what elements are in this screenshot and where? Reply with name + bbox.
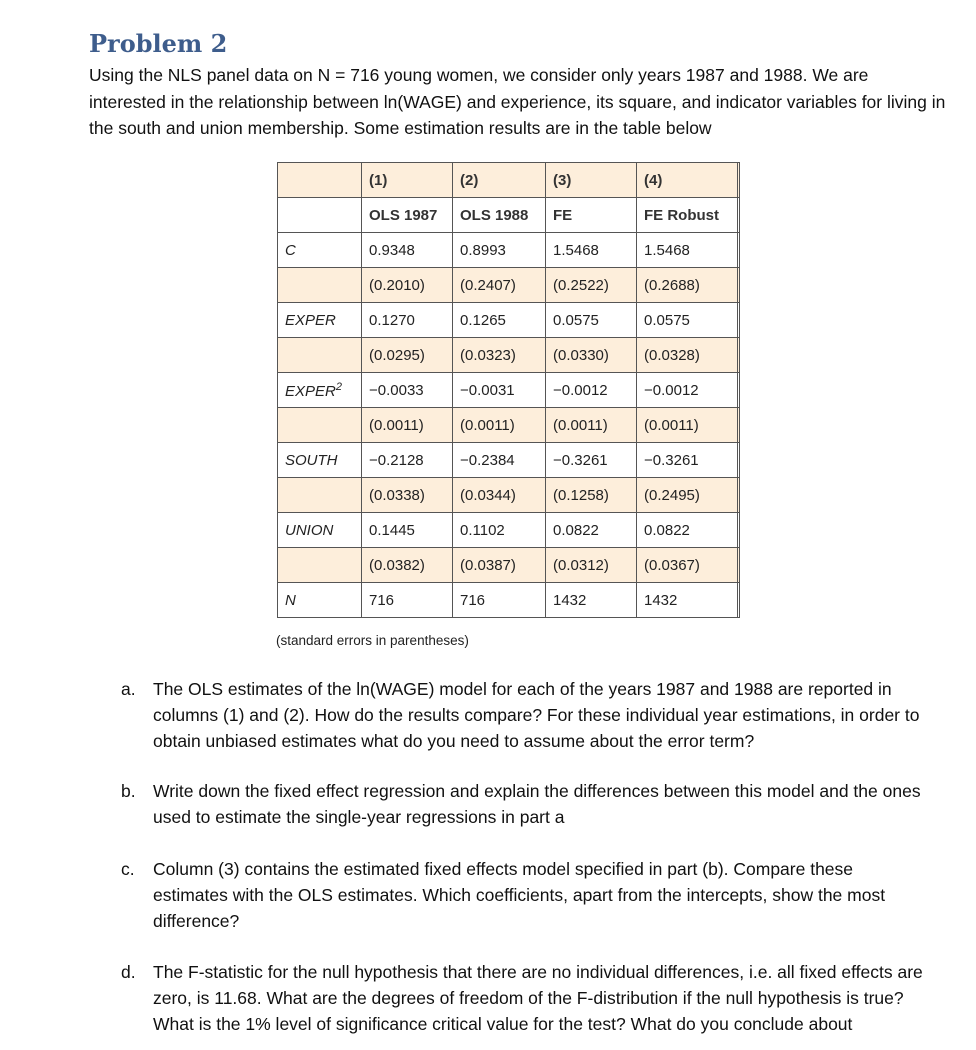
- se-cell: (0.0387): [453, 548, 546, 583]
- std-error-row: [278, 478, 740, 513]
- table-corner-cell: [278, 163, 362, 198]
- question-label: b.: [121, 781, 136, 801]
- coef-cell: 0.9348: [362, 233, 453, 268]
- coefficient-row: [278, 443, 740, 478]
- column-label: FE: [546, 198, 637, 233]
- se-cell: (0.2010): [362, 268, 453, 303]
- coef-cell: −0.3261: [637, 443, 738, 478]
- std-error-row: [278, 408, 740, 443]
- column-label: OLS 1987: [362, 198, 453, 233]
- se-cell: (0.2688): [637, 268, 738, 303]
- se-cell: (0.0323): [453, 338, 546, 373]
- se-cell: (0.0312): [546, 548, 637, 583]
- column-label: FE Robust: [637, 198, 738, 233]
- question-c: [121, 856, 931, 934]
- coef-cell: 0.0822: [546, 513, 637, 548]
- se-cell: (0.0382): [362, 548, 453, 583]
- se-cell: (0.0330): [546, 338, 637, 373]
- column-number: (3): [546, 163, 637, 198]
- column-number: (4): [637, 163, 738, 198]
- question-text: Write down the fixed effect regression and explain the differences between this model and the ones used to estimate the single-year regressions in part a: [153, 781, 921, 827]
- n-cell: 716: [453, 583, 546, 618]
- se-cell: (0.1258): [546, 478, 637, 513]
- coefficient-row: [278, 233, 740, 268]
- coefficient-row: [278, 513, 740, 548]
- question-b: [121, 778, 931, 830]
- se-cell: (0.0011): [453, 408, 546, 443]
- coef-cell: 1.5468: [546, 233, 637, 268]
- question-d: [121, 959, 931, 1037]
- superscript: 2: [335, 380, 342, 393]
- coef-cell: −0.0012: [546, 373, 637, 408]
- coefficient-row: [278, 303, 740, 338]
- coef-cell: 1.5468: [637, 233, 738, 268]
- se-cell: (0.2522): [546, 268, 637, 303]
- table-header-row: [278, 163, 740, 198]
- se-cell: (0.0344): [453, 478, 546, 513]
- problem-heading: Problem 2: [89, 29, 228, 58]
- se-cell: (0.0011): [546, 408, 637, 443]
- question-a: [121, 676, 931, 754]
- coefficient-row: [278, 373, 740, 408]
- column-label: OLS 1988: [453, 198, 546, 233]
- coef-cell: −0.2384: [453, 443, 546, 478]
- variable-label: C: [278, 233, 362, 268]
- variable-label: UNION: [278, 513, 362, 548]
- question-label: c.: [121, 859, 135, 879]
- question-text: Column (3) contains the estimated fixed effects model specified in part (b). Compare these estimates with the OLS estimates. Which coefficients, apart from the intercepts, show the most difference?: [153, 859, 886, 931]
- column-number: (1): [362, 163, 453, 198]
- coef-cell: 0.8993: [453, 233, 546, 268]
- coef-cell: −0.0012: [637, 373, 738, 408]
- coef-cell: −0.3261: [546, 443, 637, 478]
- coef-cell: 0.1270: [362, 303, 453, 338]
- intro-paragraph: Using the NLS panel data on N = 716 young women, we consider only years 1987 and 1988. We are interested in the relationship between ln(WAGE) and experience, its square, and indicator variables for living in the south and union membership. Some estimation results are in the table below: [89, 65, 946, 138]
- se-cell: (0.0328): [637, 338, 738, 373]
- n-cell: 1432: [546, 583, 637, 618]
- coef-cell: 0.0822: [637, 513, 738, 548]
- column-number: (2): [453, 163, 546, 198]
- coef-cell: 0.1445: [362, 513, 453, 548]
- variable-label-text: EXPER: [285, 382, 336, 400]
- coef-cell: 0.1102: [453, 513, 546, 548]
- se-cell: (0.0011): [637, 408, 738, 443]
- n-cell: 1432: [637, 583, 738, 618]
- n-cell: 716: [362, 583, 453, 618]
- coef-cell: 0.0575: [546, 303, 637, 338]
- variable-label: [278, 373, 362, 408]
- se-cell: (0.0338): [362, 478, 453, 513]
- se-cell: (0.2495): [637, 478, 738, 513]
- variable-label: SOUTH: [278, 443, 362, 478]
- table-note: (standard errors in parentheses): [276, 633, 469, 648]
- question-text: The F-statistic for the null hypothesis that there are no individual differences, i.e. all fixed effects are zero, is 11.68. What are the degrees of freedom of the F-distribution if the null hypothesis is true? What is the 1% level of significance critical value for the test? What do you conclude about: [153, 962, 923, 1034]
- coef-cell: 0.1265: [453, 303, 546, 338]
- se-cell: (0.0011): [362, 408, 453, 443]
- variable-label: EXPER: [278, 303, 362, 338]
- question-label: a.: [121, 679, 136, 699]
- observations-row: [278, 583, 740, 618]
- std-error-row: [278, 268, 740, 303]
- variable-label: N: [278, 583, 362, 618]
- coef-cell: 0.0575: [637, 303, 738, 338]
- table-corner-cell: [278, 198, 362, 233]
- coef-cell: −0.2128: [362, 443, 453, 478]
- se-cell: (0.0295): [362, 338, 453, 373]
- table-header-row: [278, 198, 740, 233]
- coef-cell: −0.0031: [453, 373, 546, 408]
- se-cell: (0.0367): [637, 548, 738, 583]
- se-cell: (0.2407): [453, 268, 546, 303]
- results-table: [277, 162, 740, 618]
- coef-cell: −0.0033: [362, 373, 453, 408]
- std-error-row: [278, 338, 740, 373]
- std-error-row: [278, 548, 740, 583]
- question-label: d.: [121, 962, 136, 982]
- question-text: The OLS estimates of the ln(WAGE) model for each of the years 1987 and 1988 are reported in columns (1) and (2). How do the results compare? For these individual year estimations, in order to obtain unbiased estimates what do you need to assume about the error term?: [153, 679, 920, 751]
